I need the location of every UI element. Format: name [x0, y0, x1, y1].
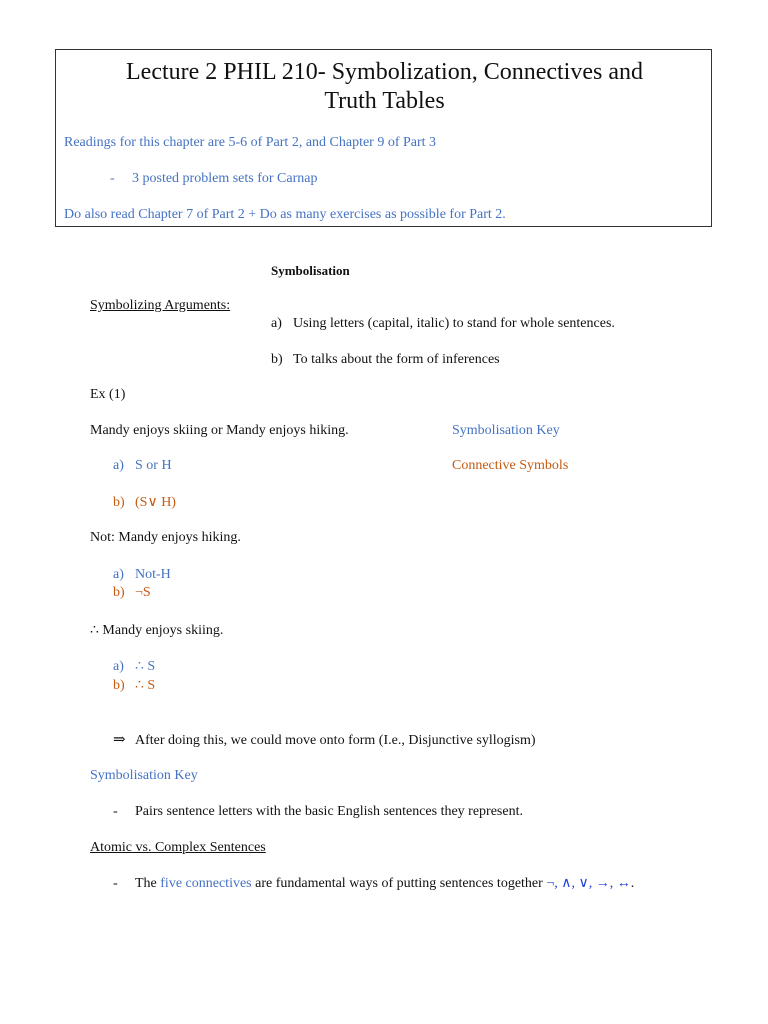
page-title	[56, 58, 713, 116]
legend-connective-symbols: Connective Symbols	[452, 458, 569, 473]
legend-symbolisation-key: Symbolisation Key	[452, 423, 560, 438]
premise-2a-marker: a)	[113, 567, 124, 582]
implies-arrow-icon: ⇒	[113, 732, 126, 748]
premise-2b-marker: b)	[113, 585, 125, 600]
list-b-marker: b)	[271, 352, 283, 367]
conclusion-a: ∴ S	[135, 659, 156, 674]
premise-1: Mandy enjoys skiing or Mandy enjoys hiking.	[90, 423, 349, 438]
key-heading: Symbolisation Key	[90, 768, 198, 783]
key-dash: -	[113, 804, 118, 819]
problem-sets-dash: -	[110, 171, 115, 186]
premise-2: Not: Mandy enjoys hiking.	[90, 530, 241, 545]
connective-symbols: ¬, ∧, ∨, →, ↔	[546, 876, 631, 891]
premise-1b: (S∨ H)	[135, 495, 176, 510]
title-line-1: Lecture 2 PHIL 210- Symbolization, Connectives and	[126, 59, 643, 85]
list-a-marker: a)	[271, 316, 282, 331]
readings-text: Readings for this chapter are 5-6 of Part 2, and Chapter 9 of Part 3	[64, 135, 437, 150]
list-a-text: Using letters (capital, italic) to stand for whole sentences.	[293, 316, 615, 331]
premise-2b: ¬S	[135, 585, 151, 600]
atomic-pre: The	[135, 876, 161, 891]
five-connectives-link: five connectives	[160, 876, 252, 891]
problem-sets-text: 3 posted problem sets for Carnap	[132, 171, 318, 186]
list-b-text: To talks about the form of inferences	[293, 352, 500, 367]
premise-1a-marker: a)	[113, 458, 124, 473]
key-text: Pairs sentence letters with the basic English sentences they represent.	[135, 804, 523, 819]
atomic-heading: Atomic vs. Complex Sentences	[90, 840, 266, 855]
premise-1b-marker: b)	[113, 495, 125, 510]
conclusion-b-marker: b)	[113, 678, 125, 693]
premise-2a: Not-H	[135, 567, 171, 582]
conclusion: ∴ Mandy enjoys skiing.	[90, 623, 224, 638]
atomic-end: .	[630, 876, 635, 891]
conclusion-a-marker: a)	[113, 659, 124, 674]
conclusion-b: ∴ S	[135, 678, 156, 693]
premise-1a: S or H	[135, 458, 172, 473]
atomic-line	[135, 875, 634, 892]
atomic-dash: -	[113, 876, 118, 891]
also-read-text: Do also read Chapter 7 of Part 2 + Do as many exercises as possible for Part 2.	[64, 207, 506, 222]
atomic-post: are fundamental ways of putting sentences together	[251, 876, 547, 891]
section-title: Symbolisation	[271, 263, 350, 278]
arrow-text: After doing this, we could move onto form (I.e., Disjunctive syllogism)	[135, 733, 536, 748]
example-label: Ex (1)	[90, 387, 126, 402]
title-line-2: Truth Tables	[324, 88, 445, 114]
symbolizing-heading: Symbolizing Arguments:	[90, 298, 231, 313]
